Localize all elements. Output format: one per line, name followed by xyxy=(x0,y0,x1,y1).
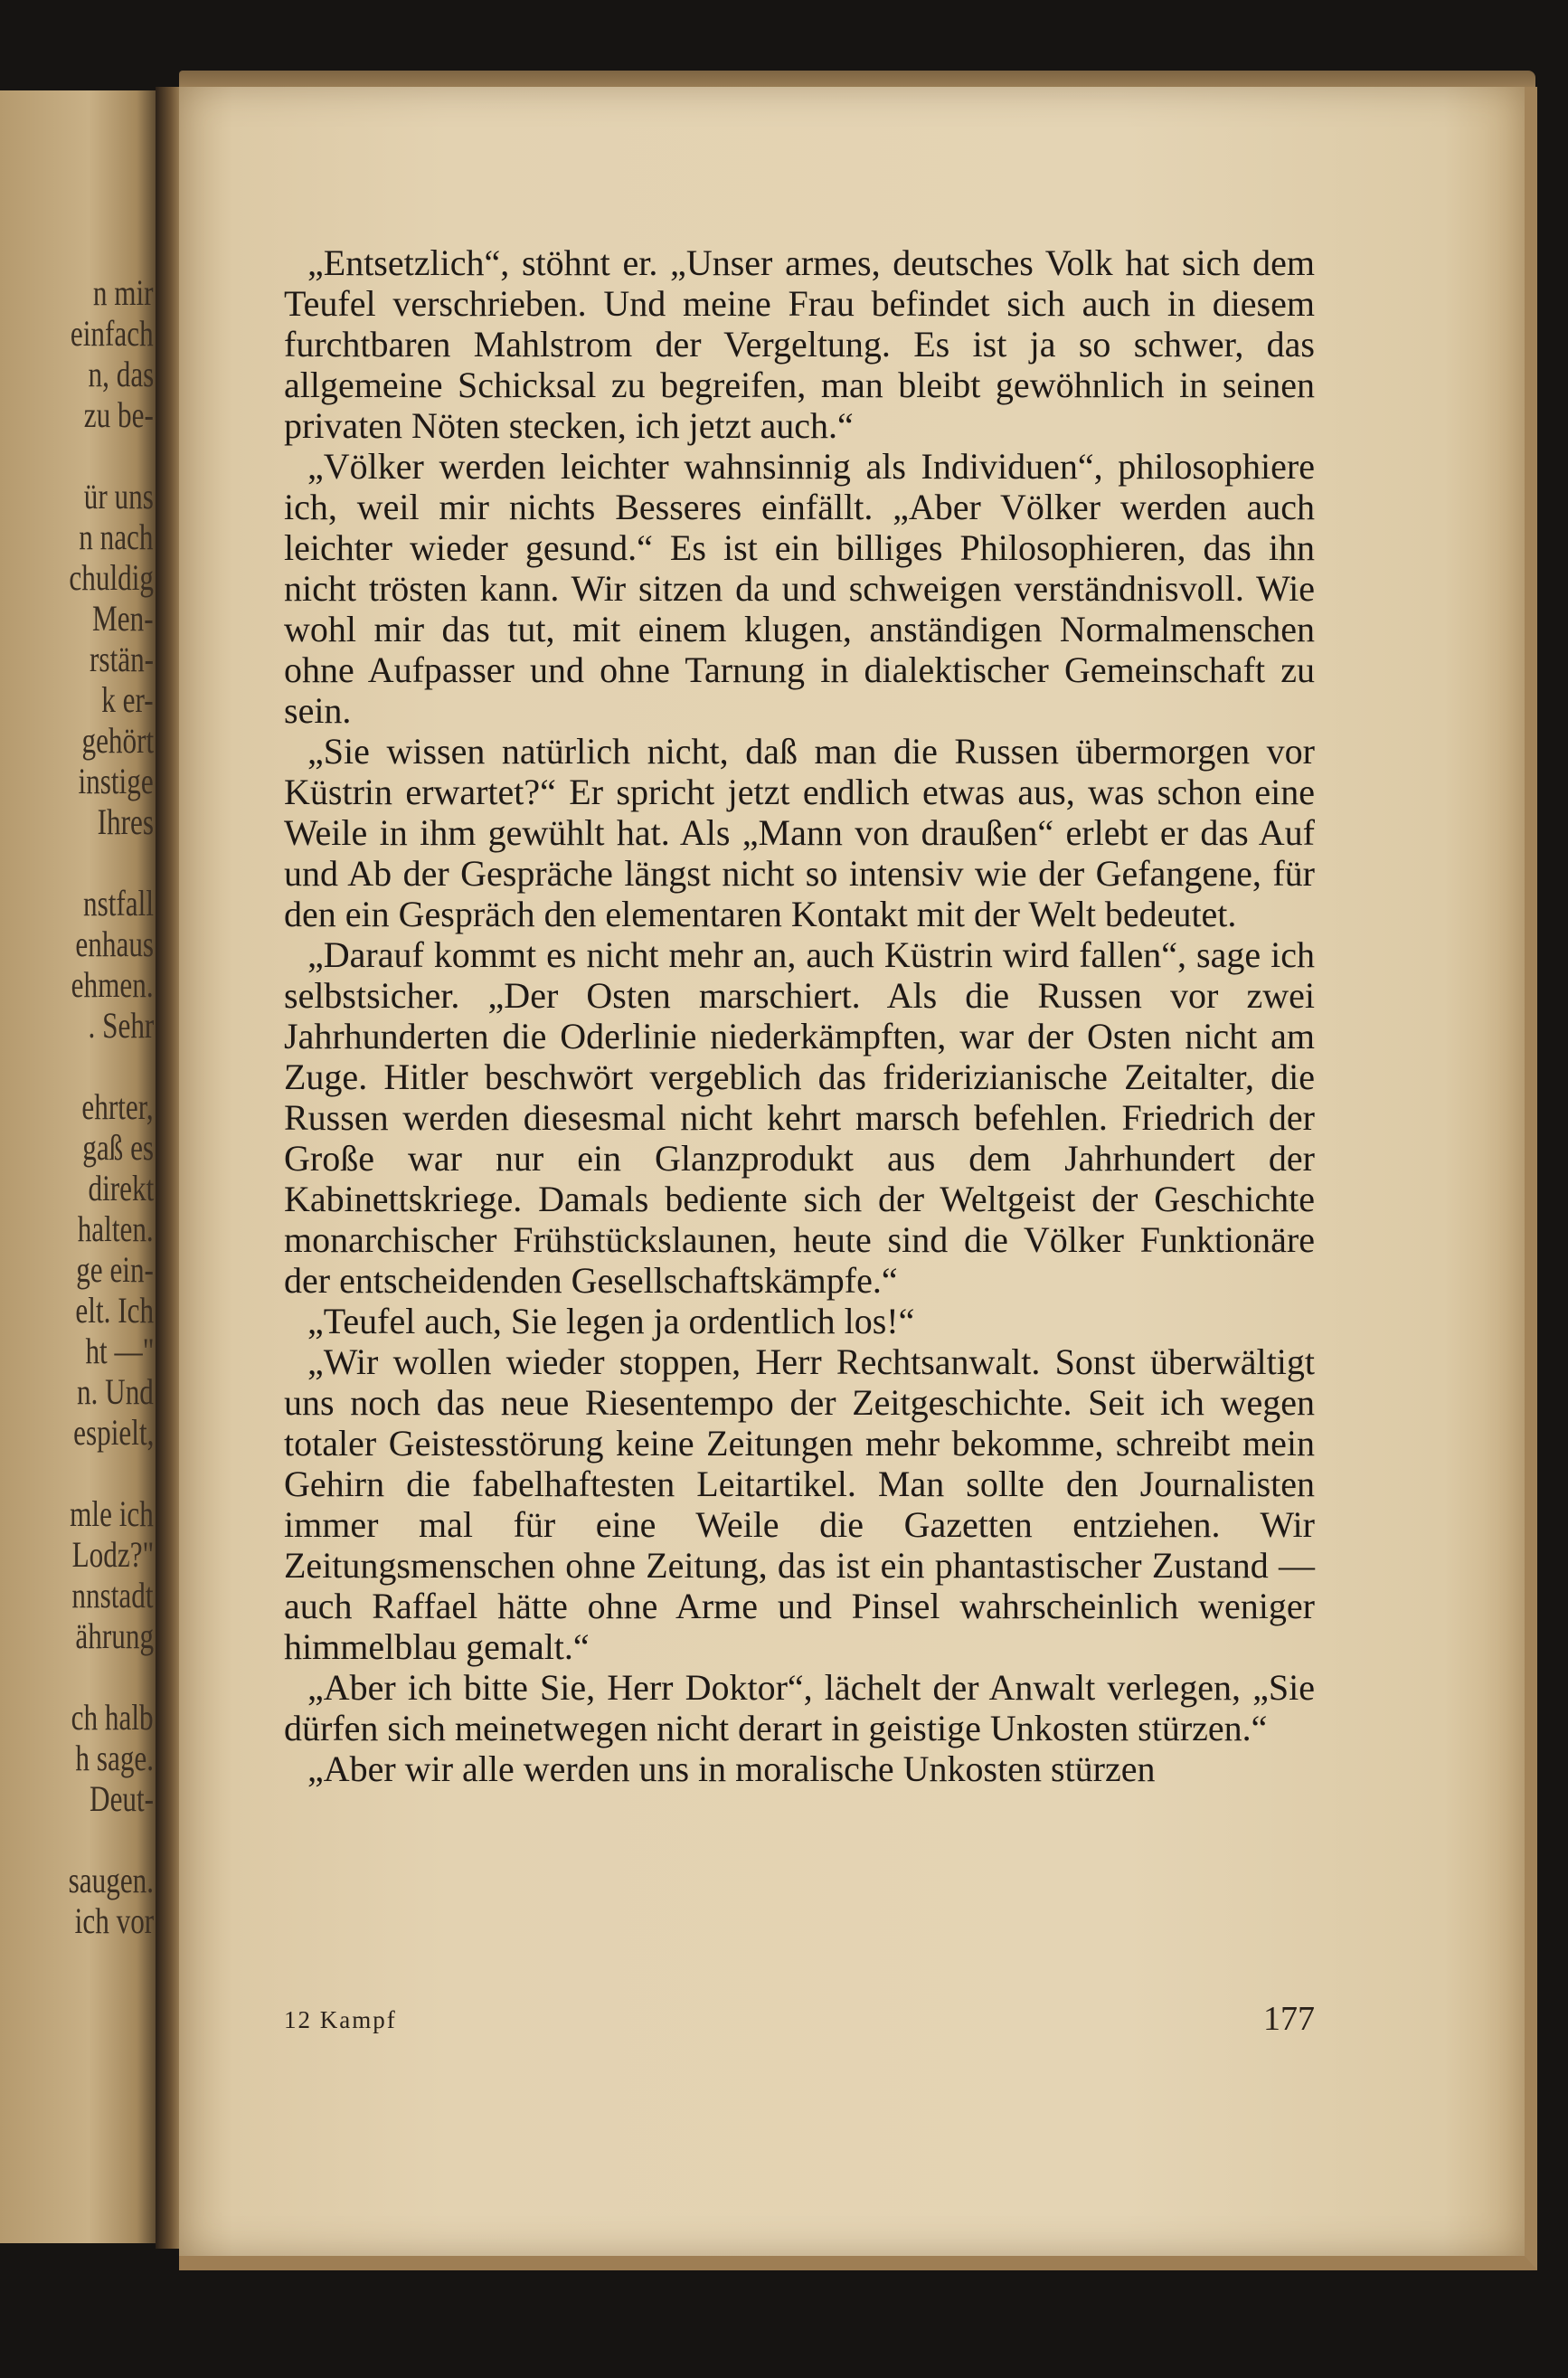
left-page-fragment: . Sehr xyxy=(88,1005,154,1046)
left-page-fragment: gaß es xyxy=(82,1127,154,1168)
paragraph: „Teufel auch, Sie legen ja ordentlich los!“ xyxy=(307,1301,915,1341)
left-page-fragment: ehrter, xyxy=(81,1086,154,1127)
left-page-fragment: ich vor xyxy=(74,1900,154,1941)
left-page-fragment: mle ich xyxy=(70,1493,154,1534)
left-page-fragment: gehört xyxy=(81,720,154,761)
left-page-fragment: h sage. xyxy=(75,1738,154,1778)
left-page-fragment: ür uns xyxy=(83,476,154,516)
left-page-fragment: Ihres xyxy=(97,801,154,842)
left-page-fragment: ährung xyxy=(75,1615,154,1656)
left-page-fragment: n nach xyxy=(79,516,154,557)
paragraph: „Wir wollen wieder stoppen, Herr Rechtsanwalt. Sonst überwältigt uns noch das neue Riesentempo der Zeitgeschichte. Seit ich wegen totaler Geistesstörung keine Zeitungen mehr bekomme, schreibt mein Gehirn die fabelhaftesten Leitartikel. Man sollte den Journalisten immer mal für eine Weile die Gazetten entziehen. Wir Zeitungsmenschen ohne Zeitung, das ist ein phantastischer Zustand — auch Raffael hätte ohne Arme und Pinsel wahrscheinlich weniger himmelblau gemalt.“ xyxy=(284,1341,1315,1667)
left-page-fragment: ch halb xyxy=(71,1697,154,1738)
paragraph: „Völker werden leichter wahnsinnig als Individuen“, philosophiere ich, weil mir nichts Besseres einfällt. „Aber Völker werden auch leichter wieder gesund.“ Es ist ein billiges Philosophieren, das ihn nicht trösten kann. Wir sitzen da und schweigen verständnisvoll. Wie wohl mir das tut, mit einem klugen, anständigen Normalmenschen ohne Aufpasser und ohne Tarnung in dialektischer Gemeinschaft zu sein. xyxy=(284,446,1315,731)
body-text xyxy=(284,242,1315,1789)
left-page-fragment: ht —" xyxy=(84,1331,154,1371)
left-page-fragment: n mir xyxy=(93,272,154,313)
left-page-fragment: halten. xyxy=(77,1208,154,1249)
paragraph: „Entsetzlich“, stöhnt er. „Unser armes, deutsches Volk hat sich dem Teufel verschrieben. Und meine Frau befindet sich auch in diesem furchtbaren Mahlstrom der Vergeltung. Es ist ja so schwer, das allgemeine Schicksal zu begreifen, man bleibt gewöhnlich in seinen privaten Nöten stecken, ich jetzt auch.“ xyxy=(284,242,1315,446)
left-page-fragment: ge ein- xyxy=(76,1249,154,1290)
paragraph: „Darauf kommt es nicht mehr an, auch Küstrin wird fallen“, sage ich selbstsicher. „Der Osten marschiert. Als die Russen vor zwei Jahrhunderten die Oderlinie niederkämpften, war der Osten nicht am Zuge. Hitler beschwört vergeblich das friderizianische Zeitalter, die Russen werden diesesmal nicht kehrt marsch befehlen. Friedrich der Große war nur ein Glanzprodukt aus dem Jahrhundert der Kabinettskriege. Damals bediente sich der Weltgeist der Geschichte monarchischer Frühstückslaunen, heute sind die Völker Funktionäre der entscheidenden Gesellschaftskämpfe.“ xyxy=(284,934,1315,1301)
left-page-fragment: n, das xyxy=(88,354,154,394)
left-page-fragment: nnstadt xyxy=(71,1575,154,1615)
left-page-fragment: Men- xyxy=(92,598,154,639)
left-page-fragment: instige xyxy=(78,761,154,801)
left-page-fragment: enhaus xyxy=(75,924,154,964)
left-page-fragment: chuldig xyxy=(69,557,154,598)
page-footer xyxy=(284,1999,1315,2044)
left-page-fragment: Lodz?" xyxy=(71,1534,154,1575)
paragraph: „Sie wissen natürlich nicht, daß man die Russen übermorgen vor Küstrin erwartet?“ Er spricht jetzt endlich etwas aus, was schon eine Weile in ihm gewühlt hat. Als „Mann von draußen“ erlebt er das Auf und Ab der Gespräche längst nicht so intensiv wie der Gefangene, für den ein Gespräch den elementaren Kontakt mit der Welt bedeutet. xyxy=(284,731,1315,934)
left-page-fragment: k er- xyxy=(101,679,154,720)
left-page-fragment: einfach xyxy=(71,313,154,354)
signature-mark: 12 Kampf xyxy=(284,2006,397,2033)
left-page-fragment: elt. Ich xyxy=(75,1290,154,1331)
page-number: 177 xyxy=(1263,2000,1315,2038)
left-page-fragment: zu be- xyxy=(83,394,154,435)
left-page-fragment: ehmen. xyxy=(71,964,154,1005)
left-page-fragment: direkt xyxy=(88,1168,154,1208)
left-page-fragment: nstfall xyxy=(83,883,154,924)
left-page-fragment: espielt, xyxy=(72,1412,154,1453)
left-page xyxy=(0,90,161,2243)
left-page-fragment: Deut- xyxy=(89,1778,154,1819)
left-page-fragment: saugen. xyxy=(68,1860,154,1900)
left-page-fragment: n. Und xyxy=(77,1371,154,1412)
left-page-fragment: rstän- xyxy=(89,639,154,679)
paragraph: „Aber ich bitte Sie, Herr Doktor“, lächelt der Anwalt verlegen, „Sie dürfen sich meinetwegen nicht derart in geistige Unkosten stürzen.“ xyxy=(284,1667,1315,1748)
paragraph: „Aber wir alle werden uns in moralische Unkosten stürzen xyxy=(307,1748,1156,1789)
